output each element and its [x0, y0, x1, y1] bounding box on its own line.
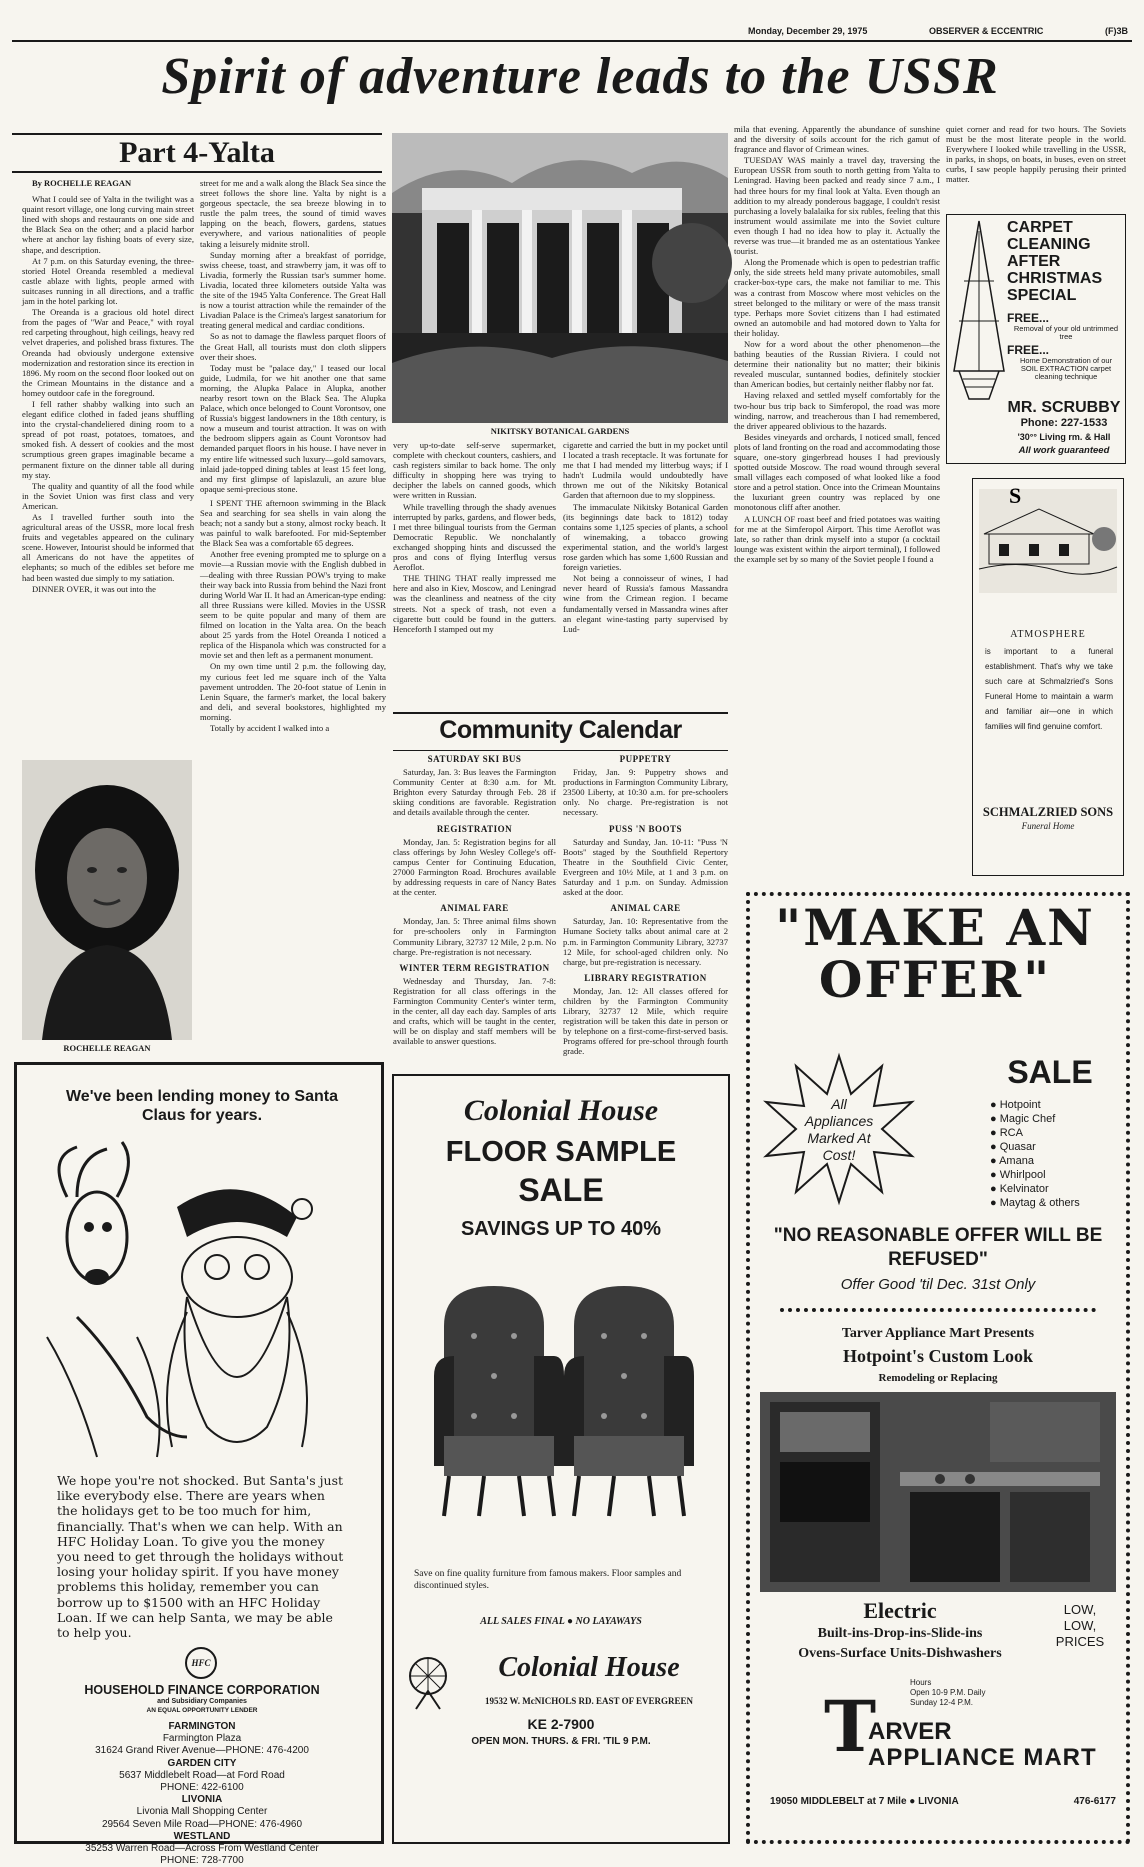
calendar-entry: Saturday and Sunday, Jan. 10-11: "Puss 'N Boots" staged by the Southfield Repertory Theatre in the Southfield Civic Center, Evergreen and 10½ Mile, at 1 and 3 p.m. on Saturday and 1 p.m. on Sunday. Admission asked at the door.: [563, 836, 728, 898]
paragraph: very up-to-date self-serve supermarket, complete with checkout counters, cashiers, and cash registers similar to back home. The only difficulty in shopping here was trying to decipher the labels on canned goods, which were written in Russian.: [393, 440, 556, 501]
colonial-brand: Colonial House: [463, 1094, 659, 1127]
colonial-floor-sample: FLOOR SAMPLE: [445, 1136, 677, 1168]
brand-name: RCA: [999, 1127, 1023, 1139]
paragraph: What I could see of Yalta in the twilight was a quaint resort village, one long curving main street lined with shops and restaurants on one side and the Black Sea on the other; and a placid harbor where at anchor lay fishing boats of every size, shape, and description.: [22, 194, 194, 255]
paragraph: So as not to damage the flawless parquet floors of the Great Hall, all tourists must don cloth slippers over their shoes.: [200, 331, 386, 362]
author-photo: [22, 760, 192, 1040]
hfc-loan-ad: [14, 1062, 384, 1867]
office-name: GARDEN CITY: [167, 1757, 237, 1769]
office-name: FARMINGTON: [168, 1721, 236, 1732]
christmas-tree-icon: [949, 221, 1009, 401]
kitchen-appliances-image: [760, 1392, 1116, 1592]
tarver-custom-look: Hotpoint's Custom Look: [842, 1346, 1034, 1366]
paragraph: Along the Promenade which is open to pedestrian traffic only, the side streets held many private automobiles, small cracker-box-type cars, the make not familiar to me. This was a contrast from Moscow where most vehicles on the street belonged to the military or were of the mass transit type. Perhaps more Soviet citizens than I had estimated owned an automobile and had motored down to Yalta for their holiday.: [734, 257, 940, 338]
dotted-divider: [780, 1308, 1096, 1312]
calendar-entry: Monday, Jan. 5: Three animal films shown for pre-schoolers only in Farmington Community Library, 32737 12 Mile, 2 p.m. No charge. Pre-registration is not necessary.: [393, 916, 556, 957]
office-line: 29564 Seven Mile Road—PHONE: 476-4960: [101, 1818, 303, 1830]
hfc-eol: AN EQUAL OPPORTUNITY LENDER: [146, 1707, 258, 1714]
article-col-3: [393, 440, 556, 705]
funeral-ad-sub: Funeral Home: [1021, 821, 1075, 831]
tarver-phone: 476-6177: [1073, 1796, 1116, 1807]
calendar-heading: WINTER TERM REGISTRATION: [399, 962, 550, 973]
calendar-heading: REGISTRATION: [436, 823, 513, 834]
brand-item: ● Kelvinator: [990, 1183, 1049, 1195]
office-line: PHONE: 728-7700: [160, 1855, 244, 1867]
brand-name: Kelvinator: [999, 1183, 1049, 1195]
colonial-brand-footer: Colonial House: [498, 1652, 680, 1683]
paragraph: As I travelled further south into the agricultural areas of the USSR, more local fresh fruits and vegetables appeared on the culinary scene. However, Intourist should be informed that all Americans do not have the appetites of elephants; so much of the edibles set before me had been wasted due simply to my satiation.: [22, 512, 194, 583]
paragraph: cigarette and carried the butt in my pocket until I located a trash receptacle. It was fortunate for me that I had mended my litterbug ways; if I hadn't Ludmila would undoubtedly have thrown me out of the Nikitsky Botanical Garden that afternoon due to my sloppiness.: [563, 440, 728, 501]
hfc-logo: [185, 1647, 217, 1679]
author-portrait: [22, 760, 192, 1040]
brand-item: ● Hotpoint: [990, 1099, 1041, 1111]
paragraph: Sunday morning after a breakfast of porridge, swiss cheese, toast, and strawberry jam, it was off to Livadia, formerly the Russian tsar's summer home. Livadia, located three kilometers outside Yalta was the site of the 1945 Yalta Conference. The Great Hall is now a tourist attraction while the remainder of the Livadian Palace is the Crimea's largest sanatorium for treating general medical and cardiac conditions.: [200, 249, 386, 331]
starburst-text: All Appliances Marked At Cost!: [804, 1096, 874, 1163]
author-caption: ROCHELLE REAGAN: [63, 1043, 151, 1053]
tarver-presents: Tarver Appliance Mart Presents: [841, 1326, 1035, 1341]
funeral-home-image: [979, 483, 1117, 593]
article-col-2: [200, 178, 386, 1053]
paragraph: While travelling through the shady avenues interrupted by parks, gardens, and flower beds, I met three bilingual tourists from the German Democratic Republic. We nonchalantly exchanged shopping hints and discussed the pros and cons of flying Interflug versus Aeroflot.: [393, 501, 556, 573]
chairs-illustration: [424, 1266, 698, 1556]
tarver-electric: Electric: [863, 1598, 937, 1623]
carpet-ad-free-2: FREE...: [1007, 343, 1050, 357]
starburst: [764, 1054, 914, 1204]
brand-name: Whirlpool: [999, 1169, 1046, 1181]
headline: Spirit of adventure leads to the USSR: [161, 48, 999, 105]
paragraph: At 7 p.m. on this Saturday evening, the three-storied Hotel Oreanda resembled a medieval castle ablaze with lights, people armed with suitcases running in all directions, and a traffic jam in the hotel parking lot.: [22, 255, 194, 307]
tarver-name-1: ARVER: [868, 1718, 952, 1745]
paragraph: quiet corner and read for two hours. The Soviets must be the most literate people in the world. Everywhere I looked while travelling in the USSR, in parks, in shops, on boats, in buses, even on street curbs, I saw people happily perusing their printed matter.: [946, 124, 1126, 185]
garden-building-image: [392, 133, 728, 423]
calendar-heading: ANIMAL CARE: [610, 903, 681, 914]
paragraph: Besides vineyards and orchards, I noticed small, fenced plots of land fronting on the road and accommodating those square, one-story gingerbread houses I had previously spotted outside Moscow. The road wound through several small villages each composed of what looked like a food store and a petrol station. Once into the Crimean Mountains the luxuriant green country was replaced by one monotonous cliff after another.: [734, 431, 940, 513]
brand-list: [990, 1098, 1120, 1210]
calendar-heading: LIBRARY REGISTRATION: [584, 972, 707, 983]
tarver-sale: SALE: [1007, 1054, 1093, 1090]
article-col-6: [946, 124, 1126, 212]
low-text: LOW,: [1063, 1602, 1097, 1617]
funeral-ad-title: ATMOSPHERE: [1010, 629, 1086, 640]
office-name: WESTLAND: [173, 1830, 231, 1842]
colonial-house-ad: [392, 1074, 730, 1844]
calendar-entry: Wednesday and Thursday, Jan. 7-8: Registration for all class offerings in the Farmington Community Center's winter term, in the center, all day each day. Samples of arts and crafts, which will be taught in the center, will be on display and staff members will be available to answer questions.: [393, 975, 556, 1047]
tarver-name-2: APPLIANCE MART: [868, 1744, 1097, 1771]
colonial-savings: SAVINGS UP TO 40%: [460, 1218, 662, 1240]
brand-item: ● Whirlpool: [990, 1169, 1046, 1181]
hours-label: Hours: [910, 1678, 932, 1687]
tarver-address: 19050 MIDDLEBELT at 7 Mile ● LIVONIA: [770, 1796, 959, 1807]
calendar-col-left: [393, 754, 556, 1066]
paragraph: The immaculate Nikitsky Botanical Garden (its beginnings date back to 1812) today contains some 1,125 species of plants, a school of winemaking, a tobacco growing experimental station, and the world's largest rose garden which has some 1,600 Russian and foreign varieties.: [563, 501, 728, 573]
office-line: PHONE: 422-6100: [160, 1782, 244, 1794]
paragraph: Having relaxed and settled myself comfortably for the two-hour bus trip back to Simferopol, the road was more winding, narrow, and treacherous than I had remembered, the driver appeared oblivious to the hazards.: [734, 390, 940, 431]
tarver-offer: Offer Good 'til Dec. 31st Only: [840, 1276, 1036, 1293]
paragraph: Today must be "palace day," I teased our local guide, Ludmila, for we hit another one that same morning, the Alupka Palace in Alupka, another nearby resort town on the Black Sea. The Alupka Palace, which once belonged to Count Vorontsov, one of Russia's biggest landowners in the 18th century, is now a museum and tourist attraction. It was on with the bedroom slippers again as Count Vorontsov had demanded parquet floors in his house. I have never in my entire life witnessed such luxury—gold samovars, inlaid jade-topped dining tables at least 15 feet long, and my first glimpse of lapislazuli, an azure blue opaque semi-precious stone.: [200, 362, 386, 494]
colonial-hours: OPEN MON. THURS. & FRI. 'TIL 9 P.M.: [471, 1736, 651, 1747]
calendar-title: Community Calendar: [439, 716, 682, 744]
office-line: Farmington Plaza: [162, 1733, 242, 1745]
botanical-garden-photo: [392, 133, 728, 423]
brand-name: Maytag & others: [999, 1197, 1080, 1209]
office-line: Livonia Mall Shopping Center: [136, 1806, 268, 1818]
byline: By ROCHELLE REAGAN: [32, 178, 132, 188]
paragraph: On my own time until 2 p.m. the following day, my curious feet led me square inch of the Yalta pavement untrodden. The 20-foot statue of Lenin in Lenin Square, the farmer's market, the local bakery and deli, and several bookstores, highlighted my morning.: [200, 661, 386, 722]
paragraph: The quality and quantity of all the food while in the Soviet Union was first class and very American.: [22, 480, 194, 511]
paragraph: Totally by accident I walked into a: [210, 722, 330, 733]
masthead: [748, 26, 1128, 36]
calendar-col-right: [563, 754, 728, 1066]
calendar-heading: PUSS 'N BOOTS: [608, 823, 683, 834]
carpet-ad-phone: Phone: 227-1533: [1020, 417, 1108, 429]
carpet-cleaning-ad: [946, 214, 1126, 464]
calendar-top-rule: [393, 712, 728, 714]
masthead-paper: OBSERVER & ECCENTRIC: [929, 26, 1044, 36]
calendar-heading: SATURDAY SKI BUS: [427, 754, 522, 764]
hfc-ad-body: We hope you're not shocked. But Santa's just like everybody else. There are years when the holidays get to be too much for him, financially. That's when we can help. With an HFC Holiday Loan. To give you the money you need to get through the holidays without losing your holiday spirit. If you have money problems this holiday, remember you can borrow up to $1500 with an HFC Holiday Loan. If we can help Santa, we may be able to help you.: [57, 1473, 344, 1641]
tarver-low-prices: [1042, 1602, 1118, 1650]
brand-name: Magic Chef: [999, 1113, 1056, 1125]
brand-item: ● RCA: [990, 1127, 1023, 1139]
carpet-ad-free-2-detail: Home Demonstration of our SOIL EXTRACTION carpet cleaning technique: [1019, 356, 1113, 381]
brand-name: Quasar: [999, 1141, 1036, 1153]
carpet-ad-guarantee: All work guaranteed: [1018, 445, 1110, 456]
paragraph: A LUNCH OF roast beef and fried potatoes was waiting for me at the Simferopol Airport. This time Aeroflot was late, so rather than drink myself into a stupor (a cocktail lounge was existent within the airport terminal), I followed the example set by so many of the Soviet people I found a: [734, 513, 940, 564]
brand-name: Amana: [999, 1155, 1034, 1167]
tarver-ovens: Ovens-Surface Units-Dishwashers: [798, 1646, 1002, 1661]
hours-line: Sunday 12-4 P.M.: [910, 1698, 974, 1707]
hours-line: Open 10-9 P.M. Daily: [910, 1688, 986, 1697]
colonial-copy: Save on fine quality furniture from famous makers. Floor samples and discontinued styles.: [414, 1569, 682, 1591]
colonial-phone: KE 2-7900: [527, 1716, 595, 1732]
kitchen-photo: [760, 1392, 1116, 1592]
masthead-page: (F)3B: [1105, 26, 1128, 36]
paragraph: THE THING THAT really impressed me here and also in Kiev, Moscow, and Leningrad was the cleanliness and neatness of the city streets. Not a speck of trash, not even a cigarette butt could be found in the gutters. Henceforth I stamped out my: [393, 573, 556, 634]
calendar-entry: Friday, Jan. 9: Puppetry shows and productions in Farmington Community Library, 23500 Liberty, at 10:30 a.m. for pre-schoolers only. No charge. Pre-registration is not necessary.: [563, 767, 728, 818]
brand-item: ● Quasar: [990, 1141, 1036, 1153]
photo-caption: NIKITSKY BOTANICAL GARDENS: [490, 426, 630, 436]
prices-text: PRICES: [1055, 1634, 1105, 1649]
paragraph: Not being a connoisseur of wines, I had never heard of Russia's famous Massandra wine from the Crimean region. I became fundamentally versed in Massandra wines after an elegant wine-tasting party supervised by Lud-: [563, 573, 728, 634]
paragraph: The Oreanda is a gracious old hotel direct from the pages of "War and Peace," with royal red carpeting throughout, high ceilings, heavy red velvet draperies, and polished brass fixtures. The Oreanda had obviously undergone extensive modernization and restoration since its erection in 1896. My room on the second floor looked out on the Crimean Mountains in the distance and a homey outdoor cafe in the foreground.: [22, 307, 194, 398]
carpet-ad-title: CARPET CLEANING AFTER CHRISTMAS SPECIAL: [1007, 219, 1103, 304]
wing-chairs-image: [424, 1266, 698, 1556]
calendar-heading: ANIMAL FARE: [440, 903, 509, 914]
brand-item: ● Maytag & others: [990, 1197, 1080, 1209]
colonial-address: 19532 W. McNICHOLS RD. EAST OF EVERGREEN: [484, 1696, 694, 1706]
colonial-terms: ALL SALES FINAL ● NO LAYAWAYS: [480, 1616, 642, 1627]
calendar-entry: Saturday, Jan. 3: Bus leaves the Farmington Community Center at 8:30 a.m. for Mt. Brighton every Saturday through Feb. 28 if skiing conditions are favorable. Registration and details available through the center.: [393, 767, 556, 818]
svg-text:S: S: [1009, 483, 1022, 508]
hfc-offices: [27, 1721, 377, 1867]
paragraph: I SPENT THE afternoon swimming in the Black Sea and searching for sea shells in vain along the beach; not a sandy but a stony, almost rocky beach. It was painful to walk barefooted. For mid-September the Black Sea was a comfortable 65 degrees.: [200, 497, 386, 549]
colonial-sale: SALE: [518, 1172, 604, 1208]
calendar-entry: Monday, Jan. 5: Registration begins for all class offerings by John Wesley College's off-campus Center for Continuing Education, 27000 Farmington Road. Brochures available by addressing requests in care of Nancy Bates at the center.: [393, 836, 556, 898]
office-name: LIVONIA: [181, 1794, 223, 1806]
paragraph: DINNER OVER, it was out into the: [32, 583, 156, 594]
tarver-logo-letter: T: [823, 1685, 877, 1768]
hfc-logo-text: HFC: [191, 1658, 211, 1668]
masthead-date: Monday, December 29, 1975: [748, 26, 868, 36]
brand-item: ● Amana: [990, 1155, 1034, 1167]
calendar-title-rule: [393, 750, 728, 751]
paragraph: TUESDAY WAS mainly a travel day, traversing the European USSR from south to north getting from Yalta to Leningrad. Having been packed and ready since 7 a.m., I had three hours for my final look at Yalta. Even though an addition to my already ponderous baggage, I couldn't resist purchasing a lovely balalaika for six rubles, feeling that this instrument would assimilate me into the Soviet culture even though I had no idea how to play it. Actually the reverse was true—it branded me as an ostentatious Yankee tourist.: [734, 155, 940, 257]
tarver-builtins: Built-ins-Drop-ins-Slide-ins: [817, 1626, 983, 1641]
calendar-entry: Saturday, Jan. 10: Representative from the Humane Society talks about animal care at 2 p.m. in Farmington Community Library, 32737 12 Mile, for school-aged children only. No charge, but pre-registration is necessary.: [563, 916, 728, 967]
office-line: 31624 Grand River Avenue—PHONE: 476-4200: [95, 1745, 309, 1757]
carpet-ad-free-1-detail: Removal of your old untrimmed tree: [1013, 324, 1119, 341]
carpet-ad-price: '30°° Living rm. & Hall: [1017, 432, 1111, 442]
article-col-4: [563, 440, 728, 705]
paragraph: I fell rather shabby walking into such an elegant edifice clothed in faded jeans shuffling into the crystal-chandeliered dining room to a spread of pot roast, potatoes, tomatoes, and smoked fish. A dessert of cookies and the most scrumptious green grapes imaginable became a permanent fixture on the dinner table all during my stay.: [22, 398, 194, 480]
funeral-ad-brand: SCHMALZRIED SONS: [982, 805, 1114, 819]
hfc-company-name: HOUSEHOLD FINANCE CORPORATION: [84, 1683, 320, 1697]
tarver-appliance-ad: [746, 892, 1130, 1844]
paragraph: street for me and a walk along the Black Sea since the street follows the shore line. Yalta by night is a gorgeous spectacle, the sea breeze blowing in to rustle the palm trees, the sound of timid waves lapping on the beach, flowers, gardens, statues everywhere, and various nationalities of people taking a leisurely midnite stroll.: [200, 178, 386, 249]
tarver-refused: "NO REASONABLE OFFER WILL BE REFUSED": [773, 1225, 1103, 1270]
tarver-make-an-offer: "MAKE AN OFFER": [775, 898, 1095, 1009]
calendar-entry: Monday, Jan. 12: All classes offered for children by the Farmington Community Library, 32737 12 Mile, which require registration will be taken this date in person or by telephone on a first-come-first-served basis. Programs offered for pre-school through fourth grade.: [563, 985, 728, 1057]
article-col-1: [22, 178, 194, 753]
funeral-home-illustration: [979, 483, 1117, 593]
office-line: 35253 Warren Road—Across From Westland Center: [85, 1843, 319, 1855]
spinning-wheel-icon: [406, 1651, 456, 1711]
carpet-ad-brand: MR. SCRUBBY: [1007, 399, 1121, 416]
santa-reindeer-image: [37, 1137, 362, 1462]
paragraph: mila that evening. Apparently the abundance of sunshine and the diversity of soils account for the rich gamut of fragrance and flavor of Crimean wines.: [734, 124, 940, 155]
calendar-heading: PUPPETRY: [619, 754, 672, 764]
carpet-ad-free-1: FREE...: [1007, 311, 1050, 325]
masthead-rule: [12, 40, 1132, 42]
santa-illustration: [37, 1137, 362, 1462]
brand-item: ● Magic Chef: [990, 1113, 1056, 1125]
tarver-hours: [910, 1678, 1030, 1708]
paragraph: Another free evening prompted me to splurge on a movie—a Russian movie with the English dubbed in—dealing with three Russian POW's trying to make their way back into Russia from behind the Nazi front during World War II. It had an American-type ending: all three Russians were killed. Movies in the USSR seem to be quite popular and many of them are filmed on location in the Yalta area. On the beach about 25 yards from the Hotel Oreanda I noticed a replica of the Hispanola which was constructed for a movie set and then left as a permanent monument.: [200, 549, 386, 661]
brand-name: Hotpoint: [999, 1099, 1041, 1111]
tarver-remodel: Remodeling or Replacing: [878, 1372, 998, 1384]
funeral-home-ad: [972, 478, 1124, 876]
part-title: Part 4-Yalta: [12, 133, 382, 173]
office-line: 5637 Middlebelt Road—at Ford Road: [119, 1769, 285, 1781]
hfc-ad-headline: We've been lending money to Santa Claus for years.: [65, 1088, 338, 1124]
low-text: LOW,: [1063, 1618, 1097, 1633]
hfc-subsidiary: and Subsidiary Companies: [157, 1698, 247, 1705]
funeral-ad-body: is important to a funeral establishment. That's why we take such care at Schmalzried's Sons Funeral Home to maintain a warm and familiar air—one in which families will find genuine comfort.: [985, 647, 1113, 731]
paragraph: Now for a word about the other phenomenon—the bathing beauties of the Russian Riviera. I could not determine their nationality but no matter; their bikinis revealed muscular, suntanned bodies, definitely stockier than American bodies, but certainly neither flabby nor fat.: [734, 338, 940, 390]
